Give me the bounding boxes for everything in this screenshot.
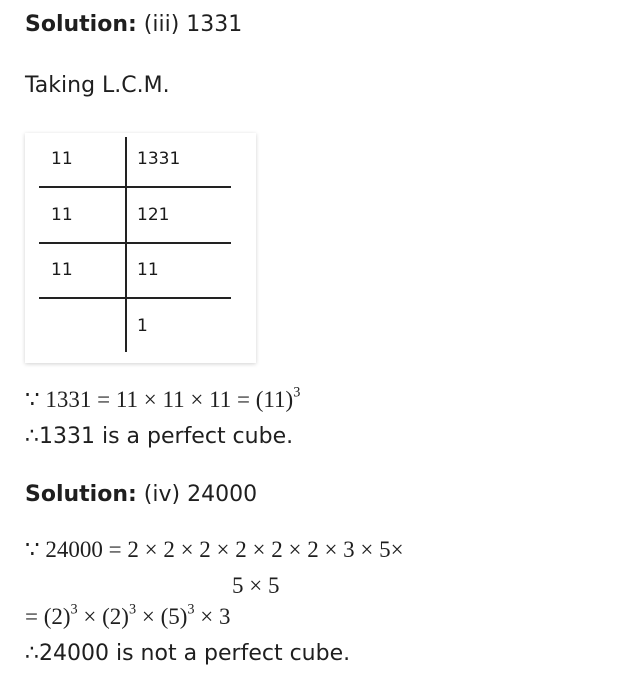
equation-1331 — [25, 384, 301, 413]
divisor-cell: 11 — [51, 205, 73, 225]
division-table-card — [25, 133, 256, 363]
equation-24000-line3 — [25, 601, 231, 630]
table-row-divider — [39, 297, 231, 299]
divisor-cell: 11 — [51, 260, 73, 280]
table-row-divider — [39, 186, 231, 188]
factor-term: × (2) — [77, 604, 129, 629]
solution-part: (iv) 24000 — [136, 482, 258, 507]
factor-term: × (5) — [136, 604, 188, 629]
taking-lcm-text: Taking L.C.M. — [25, 73, 170, 98]
exponent: 3 — [128, 601, 137, 618]
factor-term: = (2) — [25, 604, 71, 629]
exponent: 3 — [70, 601, 78, 618]
equation-expression: ∵ 1331 = 11 × 11 × 11 = (11) — [25, 387, 294, 412]
equation-24000-line2: 5 × 5 — [232, 573, 280, 598]
solution-label: Solution: — [25, 12, 137, 37]
quotient-cell: 11 — [137, 260, 159, 280]
conclusion-24000: ∴24000 is not a perfect cube. — [25, 641, 351, 666]
quotient-cell: 1331 — [137, 149, 181, 169]
solution-iv-heading — [25, 482, 257, 507]
divisor-cell: 11 — [51, 149, 73, 169]
division-table — [39, 133, 231, 353]
table-vertical-divider — [125, 137, 127, 352]
conclusion-1331: ∴1331 is a perfect cube. — [25, 424, 294, 449]
equation-24000-line1: ∵ 24000 = 2 × 2 × 2 × 2 × 2 × 2 × 3 × 5× — [25, 537, 404, 562]
solution-iii-heading — [25, 12, 242, 37]
exponent: 3 — [187, 601, 195, 618]
quotient-cell: 1 — [137, 316, 148, 336]
quotient-cell: 121 — [137, 205, 170, 225]
solution-part: (iii) 1331 — [136, 12, 243, 37]
exponent: 3 — [293, 384, 301, 401]
table-row-divider — [39, 242, 231, 244]
factor-term: × 3 — [194, 604, 231, 629]
solution-label: Solution: — [25, 482, 137, 507]
